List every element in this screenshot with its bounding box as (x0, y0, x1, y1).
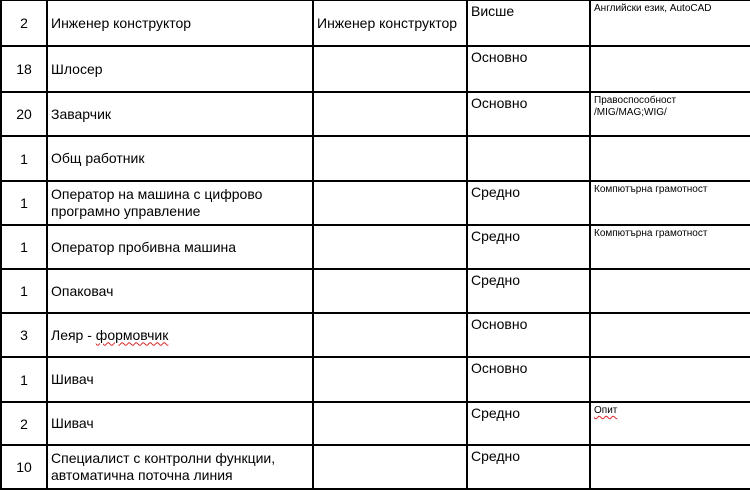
education-level: Средно (467, 445, 590, 489)
position-alt-title (313, 402, 467, 445)
position-count: 1 (1, 357, 47, 402)
education-level: Средно (467, 269, 590, 313)
table-row (1, 402, 750, 445)
position-title: Шлосер (47, 46, 313, 92)
title-prefix: Леяр - (51, 326, 96, 343)
requirements (590, 269, 750, 313)
position-title: Оператор пробивна машина (47, 225, 313, 269)
table-row (1, 92, 750, 136)
position-title (47, 313, 313, 357)
table-row (1, 445, 750, 489)
table-row (1, 0, 750, 46)
position-count: 1 (1, 269, 47, 313)
table-row (1, 136, 750, 181)
requirements (590, 445, 750, 489)
education-level: Основно (467, 313, 590, 357)
position-title: Заварчик (47, 92, 313, 136)
education-level: Средно (467, 402, 590, 445)
position-alt-title (313, 181, 467, 225)
position-alt-title (313, 136, 467, 181)
position-title: Шивач (47, 402, 313, 445)
requirements (590, 313, 750, 357)
position-alt-title (313, 269, 467, 313)
table-row (1, 357, 750, 402)
position-alt-title: Инженер конструктор (313, 0, 467, 46)
education-level: Средно (467, 181, 590, 225)
education-level: Основно (467, 357, 590, 402)
position-alt-title (313, 313, 467, 357)
position-count: 20 (1, 92, 47, 136)
position-count: 2 (1, 402, 47, 445)
position-title: Шивач (47, 357, 313, 402)
position-count: 3 (1, 313, 47, 357)
requirements: Компютърна грамотност (590, 181, 750, 225)
position-count: 18 (1, 46, 47, 92)
position-count: 2 (1, 0, 47, 46)
education-level: Висше (467, 0, 590, 46)
table-row (1, 46, 750, 92)
table-row (1, 181, 750, 225)
position-alt-title (313, 445, 467, 489)
position-title: Инженер конструктор (47, 0, 313, 46)
position-count: 10 (1, 445, 47, 489)
requirements (590, 357, 750, 402)
requirements: Английски език, AutoCAD (590, 0, 750, 46)
position-title: Специалист с контролни функции, автоматична поточна линия (47, 445, 313, 489)
table-row (1, 313, 750, 357)
table-row (1, 269, 750, 313)
table-row (1, 225, 750, 269)
requirements (590, 136, 750, 181)
position-count: 1 (1, 225, 47, 269)
education-level (467, 136, 590, 181)
requirements: Компютърна грамотност (590, 225, 750, 269)
requirements: Правоспособност /MIG/MAG;WIG/ (590, 92, 750, 136)
position-alt-title (313, 92, 467, 136)
education-level: Основно (467, 46, 590, 92)
position-title: Общ работник (47, 136, 313, 181)
position-alt-title (313, 357, 467, 402)
education-level: Средно (467, 225, 590, 269)
spellcheck-flagged-word: формовчик (95, 326, 169, 343)
position-count: 1 (1, 181, 47, 225)
position-count: 1 (1, 136, 47, 181)
education-level: Основно (467, 92, 590, 136)
requirements (590, 46, 750, 92)
position-alt-title (313, 225, 467, 269)
position-alt-title (313, 46, 467, 92)
spellcheck-flagged-word: Опит (594, 405, 618, 416)
requirements (590, 402, 750, 445)
position-title: Оператор на машина с цифрово програмно управление (47, 181, 313, 225)
position-title: Опаковач (47, 269, 313, 313)
